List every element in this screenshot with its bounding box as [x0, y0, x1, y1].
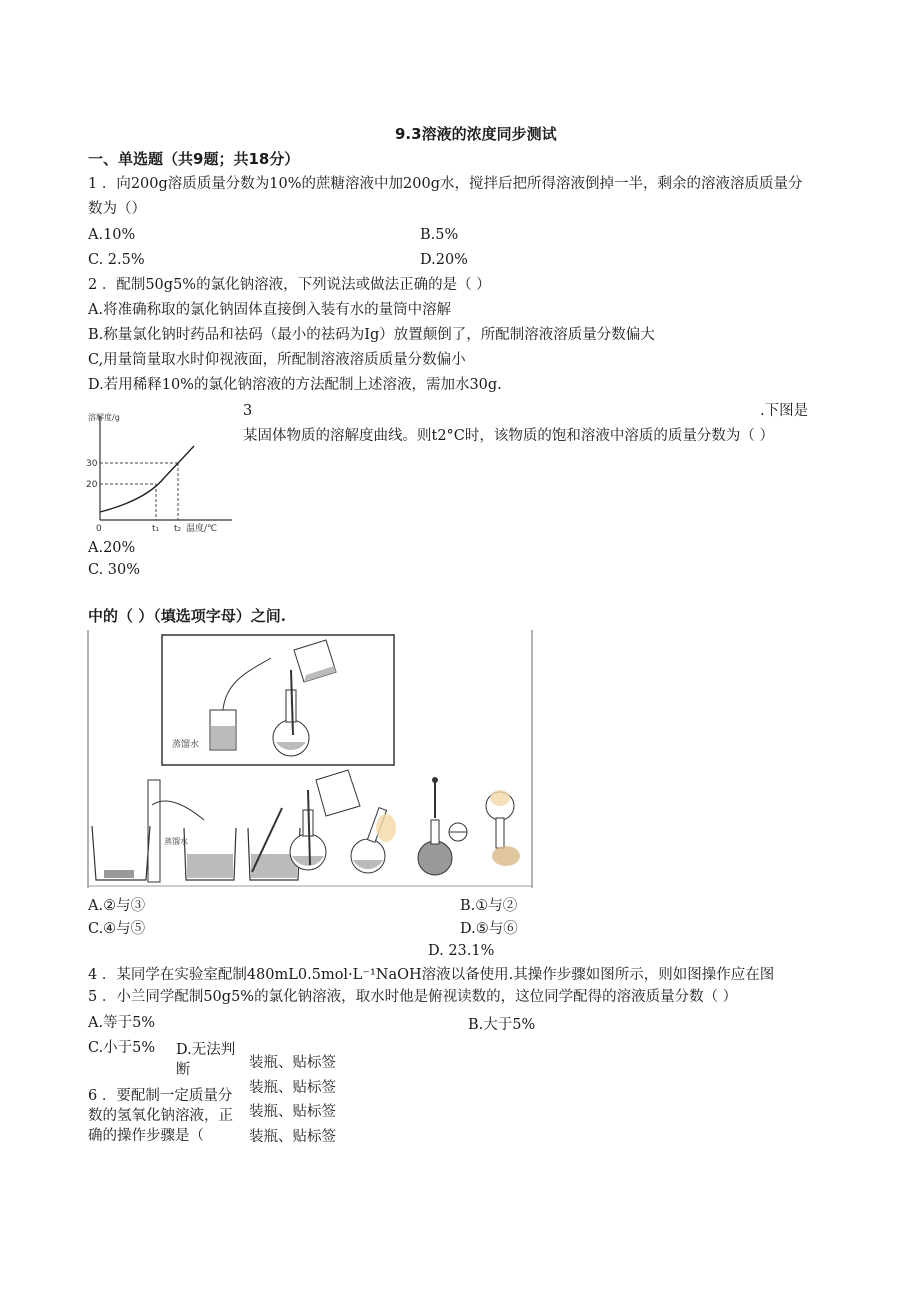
tick-t2: t₂ — [174, 524, 182, 534]
experiment-procedure-figure — [86, 630, 536, 890]
inset-tube — [223, 658, 271, 710]
solubility-curve — [100, 446, 194, 512]
step1-solid — [104, 870, 134, 878]
step6-hand — [376, 814, 396, 842]
step8-hand-top — [490, 790, 510, 806]
q1-option-b[interactable]: B.5% — [420, 227, 459, 243]
tick-30: 30 — [86, 459, 98, 469]
tick-20: 20 — [86, 480, 98, 490]
step7-neck — [431, 820, 439, 844]
step7-dropper-bulb — [432, 777, 438, 783]
step8-neck — [496, 818, 504, 848]
q2-option-b[interactable]: B.称量氯化钠时药品和祛码（最小的祛码为Ig）放置颠倒了，所配制溶液溶质量分数偏大 — [88, 327, 655, 343]
q4-stem: 4 ．某同学在实验室配制480mL0.5mol·L⁻¹NaOH溶液以备使用.其操作步骤如图所示，则如图操作应在图 — [88, 967, 775, 983]
q4-header: 中的（ ）（填选项字母）之间. — [88, 607, 286, 625]
q3-number: 3 — [243, 403, 253, 419]
q5-option-c[interactable]: C.小于5% — [88, 1040, 156, 1056]
step5-pouring-beaker — [316, 770, 360, 816]
q6-option-2[interactable]: 装瓶、贴标签 — [249, 1080, 336, 1096]
q4-option-d[interactable]: D.⑤与⑥ — [460, 921, 518, 937]
q5-option-a[interactable]: A.等于5% — [88, 1015, 156, 1031]
q5-stem: 5 ．小兰同学配制50g5%的氯化钠溶液，取水时他是俯视读数的，这位同学配得的溶液质量分数（ ） — [88, 989, 738, 1005]
q1-option-a[interactable]: A.10% — [88, 227, 136, 243]
step2-label: 蒸馏水 — [164, 837, 188, 846]
q3-option-d[interactable]: D. 23.1% — [428, 943, 495, 959]
inset-bottle-liquid — [211, 726, 235, 749]
step8-hand-bottom — [492, 846, 520, 866]
q1-stem-line2: 数为（） — [88, 201, 146, 217]
inset-flask — [273, 720, 309, 756]
q2-stem: 2 ．配制50g5%的氯化钠溶液，下列说法或做法正确的是（ ） — [88, 277, 491, 293]
q1-stem-line1: 1 ．向200g溶质质量分数为10%的蔗糖溶液中加200g水，搅拌后把所得溶液倒掉一半，剩余的溶液溶质质量分 — [88, 176, 803, 192]
q4-option-c[interactable]: C.④与⑤ — [88, 921, 146, 937]
q4-option-b[interactable]: B.①与② — [460, 898, 518, 914]
q3-option-c[interactable]: C. 30% — [88, 562, 141, 578]
q2-option-c[interactable]: C,用量筒量取水时仰视液面，所配制溶液溶质质量分数偏小 — [88, 352, 466, 368]
q6-stem-line3: 确的操作步骤是（ — [88, 1128, 204, 1144]
q3-stem-line2: 某固体物质的溶解度曲线。则t2°C时，该物质的饱和溶液中溶质的质量分数为（ ） — [243, 428, 775, 444]
q3-stem-tail: .下图是 — [760, 403, 809, 419]
tick-t1: t₁ — [152, 524, 160, 534]
step3-liquid — [187, 854, 233, 878]
q5-option-d[interactable]: D.无法判 — [176, 1042, 236, 1058]
solubility-curve-graph — [86, 408, 236, 538]
tick-origin: 0 — [96, 524, 102, 534]
q5-option-d-cont: 断 — [176, 1062, 191, 1078]
step7-flask — [418, 841, 452, 875]
q5-option-b[interactable]: B.大于5% — [468, 1017, 536, 1033]
section-heading: 一、单选题（共9题；共18分） — [88, 150, 300, 168]
q1-option-c[interactable]: C. 2.5% — [88, 252, 145, 268]
page-title: 9.3溶液的浓度同步测试 — [395, 125, 557, 143]
q6-option-4[interactable]: 装瓶、贴标签 — [249, 1129, 336, 1145]
q4-option-a[interactable]: A.②与③ — [88, 898, 146, 914]
inset-label: 蒸馏水 — [172, 740, 200, 750]
q6-option-1[interactable]: 装瓶、贴标签 — [249, 1055, 336, 1071]
q6-stem-line1: 6 ．要配制一定质量分 — [88, 1088, 233, 1104]
q2-option-a[interactable]: A.将准确称取的氯化钠固体直接倒入装有水的量筒中溶解 — [88, 302, 452, 318]
q2-option-d[interactable]: D.若用稀释10%的氯化钠溶液的方法配制上述溶液，需加水30g. — [88, 377, 502, 393]
q1-option-d[interactable]: D.20% — [420, 252, 468, 268]
x-axis-label: 温度/℃ — [186, 524, 218, 534]
q3-option-a[interactable]: A.20% — [88, 540, 136, 556]
q6-stem-line2: 数的氢氧化钠溶液，正 — [88, 1108, 233, 1124]
q6-option-3[interactable]: 装瓶、贴标签 — [249, 1104, 336, 1120]
y-axis-label: 溶解度/g — [88, 413, 120, 422]
